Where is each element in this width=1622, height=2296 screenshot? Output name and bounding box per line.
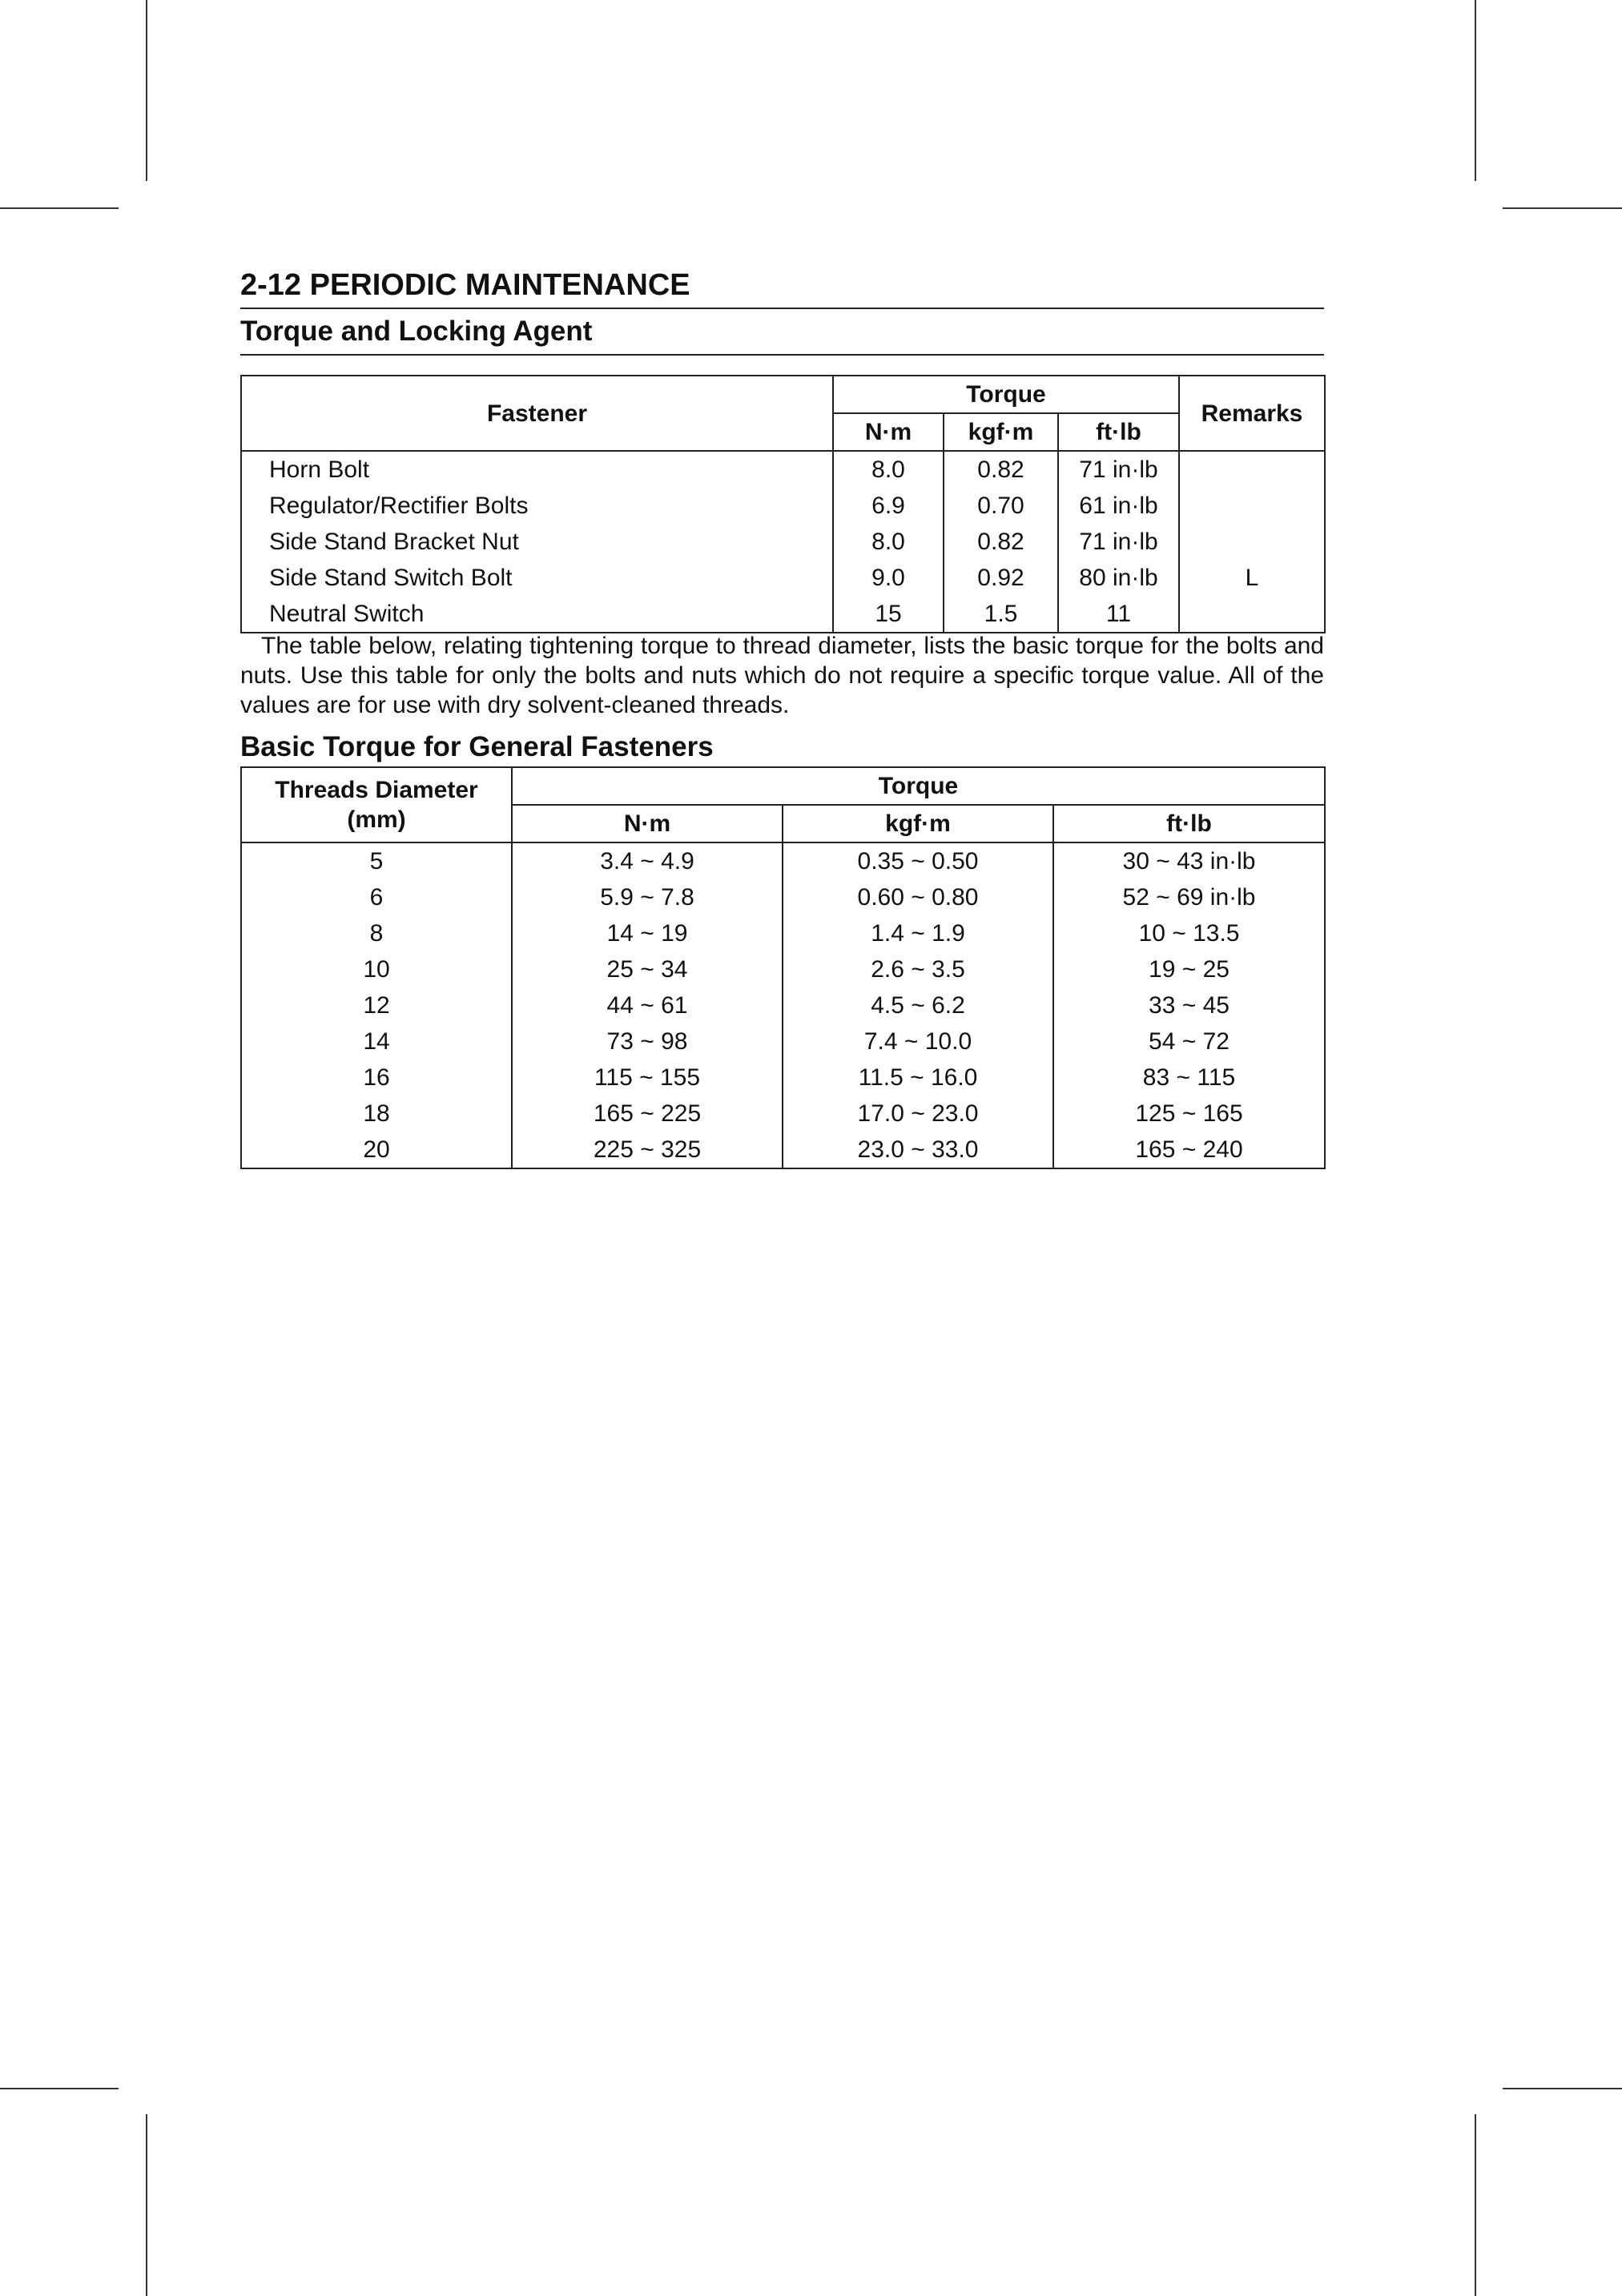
diameter-cell: 5 bbox=[241, 842, 512, 879]
nm-cell: 15 bbox=[833, 596, 944, 633]
table-row bbox=[241, 560, 1325, 596]
ftlb-cell: 83 ~ 115 bbox=[1053, 1060, 1325, 1096]
diameter-cell: 12 bbox=[241, 987, 512, 1023]
header-ftlb: ft·lb bbox=[1053, 805, 1325, 842]
kgfm-cell: 0.92 bbox=[944, 560, 1058, 596]
table-row bbox=[241, 951, 1325, 987]
fastener-cell: Neutral Switch bbox=[241, 596, 833, 633]
table-row bbox=[241, 1023, 1325, 1060]
table-row bbox=[241, 879, 1325, 915]
header-threads-diameter-line2: (mm) bbox=[347, 806, 406, 833]
header-kgfm: kgf·m bbox=[944, 413, 1058, 451]
ftlb-cell: 71 in·lb bbox=[1079, 529, 1158, 555]
nm-cell: 44 ~ 61 bbox=[512, 987, 783, 1023]
remarks-cell bbox=[1179, 596, 1325, 633]
torque-table bbox=[240, 375, 1326, 633]
table-row bbox=[241, 596, 1325, 633]
table-row bbox=[241, 842, 1325, 879]
header-threads-diameter bbox=[241, 767, 512, 842]
nm-cell: 14 ~ 19 bbox=[512, 915, 783, 951]
table-row bbox=[241, 451, 1325, 488]
diameter-cell: 18 bbox=[241, 1096, 512, 1132]
ftlb-cell: 61 in·lb bbox=[1079, 493, 1158, 519]
ftlb-cell: 19 ~ 25 bbox=[1053, 951, 1325, 987]
crop-mark bbox=[1475, 2114, 1476, 2296]
kgfm-cell: 1.5 bbox=[944, 596, 1058, 633]
kgfm-cell: 1.4 ~ 1.9 bbox=[783, 915, 1053, 951]
kgfm-cell: 0.60 ~ 0.80 bbox=[783, 879, 1053, 915]
kgfm-cell: 7.4 ~ 10.0 bbox=[783, 1023, 1053, 1060]
table-row bbox=[241, 987, 1325, 1023]
kgfm-cell: 0.70 bbox=[944, 488, 1058, 524]
nm-cell: 9.0 bbox=[833, 560, 944, 596]
ftlb-cell: 54 ~ 72 bbox=[1053, 1023, 1325, 1060]
header-remarks: Remarks bbox=[1179, 376, 1325, 451]
header-kgfm: kgf·m bbox=[783, 805, 1053, 842]
nm-cell: 5.9 ~ 7.8 bbox=[512, 879, 783, 915]
header-torque: Torque bbox=[833, 376, 1179, 413]
crop-mark bbox=[1475, 0, 1476, 181]
remarks-cell bbox=[1179, 488, 1325, 524]
kgfm-cell: 17.0 ~ 23.0 bbox=[783, 1096, 1053, 1132]
ftlb-cell: 71 in·lb bbox=[1079, 456, 1158, 483]
diameter-cell: 10 bbox=[241, 951, 512, 987]
crop-mark bbox=[1503, 207, 1622, 209]
remarks-cell bbox=[1179, 451, 1325, 488]
table-row bbox=[241, 1132, 1325, 1168]
table-row bbox=[241, 524, 1325, 560]
kgfm-cell: 4.5 ~ 6.2 bbox=[783, 987, 1053, 1023]
remarks-cell: L bbox=[1179, 560, 1325, 596]
ftlb-cell: 11 bbox=[1105, 601, 1132, 627]
crop-mark bbox=[1503, 2088, 1622, 2089]
header-threads-diameter-line1: Threads Diameter bbox=[275, 777, 478, 803]
crop-mark bbox=[146, 2114, 147, 2296]
nm-cell: 3.4 ~ 4.9 bbox=[512, 842, 783, 879]
crop-mark bbox=[0, 207, 119, 209]
ftlb-cell: 125 ~ 165 bbox=[1053, 1096, 1325, 1132]
nm-cell: 225 ~ 325 bbox=[512, 1132, 783, 1168]
fastener-cell: Horn Bolt bbox=[241, 451, 833, 488]
ftlb-cell: 10 ~ 13.5 bbox=[1053, 915, 1325, 951]
diameter-cell: 16 bbox=[241, 1060, 512, 1096]
fastener-cell: Regulator/Rectifier Bolts bbox=[241, 488, 833, 524]
header-torque: Torque bbox=[512, 767, 1325, 805]
kgfm-cell: 23.0 ~ 33.0 bbox=[783, 1132, 1053, 1168]
kgfm-cell: 2.6 ~ 3.5 bbox=[783, 951, 1053, 987]
ftlb-cell: 80 in·lb bbox=[1079, 565, 1158, 591]
diameter-cell: 8 bbox=[241, 915, 512, 951]
table-row bbox=[241, 1096, 1325, 1132]
header-nm: N·m bbox=[512, 805, 783, 842]
ftlb-cell: 52 ~ 69 in·lb bbox=[1053, 879, 1325, 915]
nm-cell: 115 ~ 155 bbox=[512, 1060, 783, 1096]
nm-cell: 25 ~ 34 bbox=[512, 951, 783, 987]
basic-torque-table bbox=[240, 766, 1326, 1169]
crop-mark bbox=[0, 2088, 119, 2089]
ftlb-cell: 33 ~ 45 bbox=[1053, 987, 1325, 1023]
nm-cell: 165 ~ 225 bbox=[512, 1096, 783, 1132]
fastener-cell: Side Stand Switch Bolt bbox=[241, 560, 833, 596]
section-title-basic-torque: Basic Torque for General Fasteners bbox=[240, 731, 714, 762]
kgfm-cell: 0.82 bbox=[944, 451, 1058, 488]
crop-mark bbox=[146, 0, 147, 181]
header-nm: N·m bbox=[833, 413, 944, 451]
nm-cell: 8.0 bbox=[833, 524, 944, 560]
diameter-cell: 20 bbox=[241, 1132, 512, 1168]
table-row bbox=[241, 915, 1325, 951]
remarks-cell bbox=[1179, 524, 1325, 560]
diameter-cell: 14 bbox=[241, 1023, 512, 1060]
kgfm-cell: 0.82 bbox=[944, 524, 1058, 560]
body-paragraph: The table below, relating tightening torque to thread diameter, lists the basic torque for the bolts and nuts. Use this table for only the bolts and nuts which do not require a specific torque value. All of the values are for use with dry solvent-cleaned threads. bbox=[240, 633, 1324, 718]
ftlb-cell: 165 ~ 240 bbox=[1053, 1132, 1325, 1168]
table-row bbox=[241, 488, 1325, 524]
nm-cell: 73 ~ 98 bbox=[512, 1023, 783, 1060]
page-header: 2-12 PERIODIC MAINTENANCE bbox=[240, 264, 1324, 309]
table-row bbox=[241, 1060, 1325, 1096]
ftlb-cell: 30 ~ 43 in·lb bbox=[1053, 842, 1325, 879]
kgfm-cell: 11.5 ~ 16.0 bbox=[783, 1060, 1053, 1096]
section-title: Torque and Locking Agent bbox=[240, 312, 1324, 356]
header-fastener: Fastener bbox=[241, 376, 833, 451]
nm-cell: 6.9 bbox=[833, 488, 944, 524]
diameter-cell: 6 bbox=[241, 879, 512, 915]
header-ftlb: ft·lb bbox=[1058, 413, 1179, 451]
kgfm-cell: 0.35 ~ 0.50 bbox=[783, 842, 1053, 879]
nm-cell: 8.0 bbox=[833, 451, 944, 488]
fastener-cell: Side Stand Bracket Nut bbox=[241, 524, 833, 560]
